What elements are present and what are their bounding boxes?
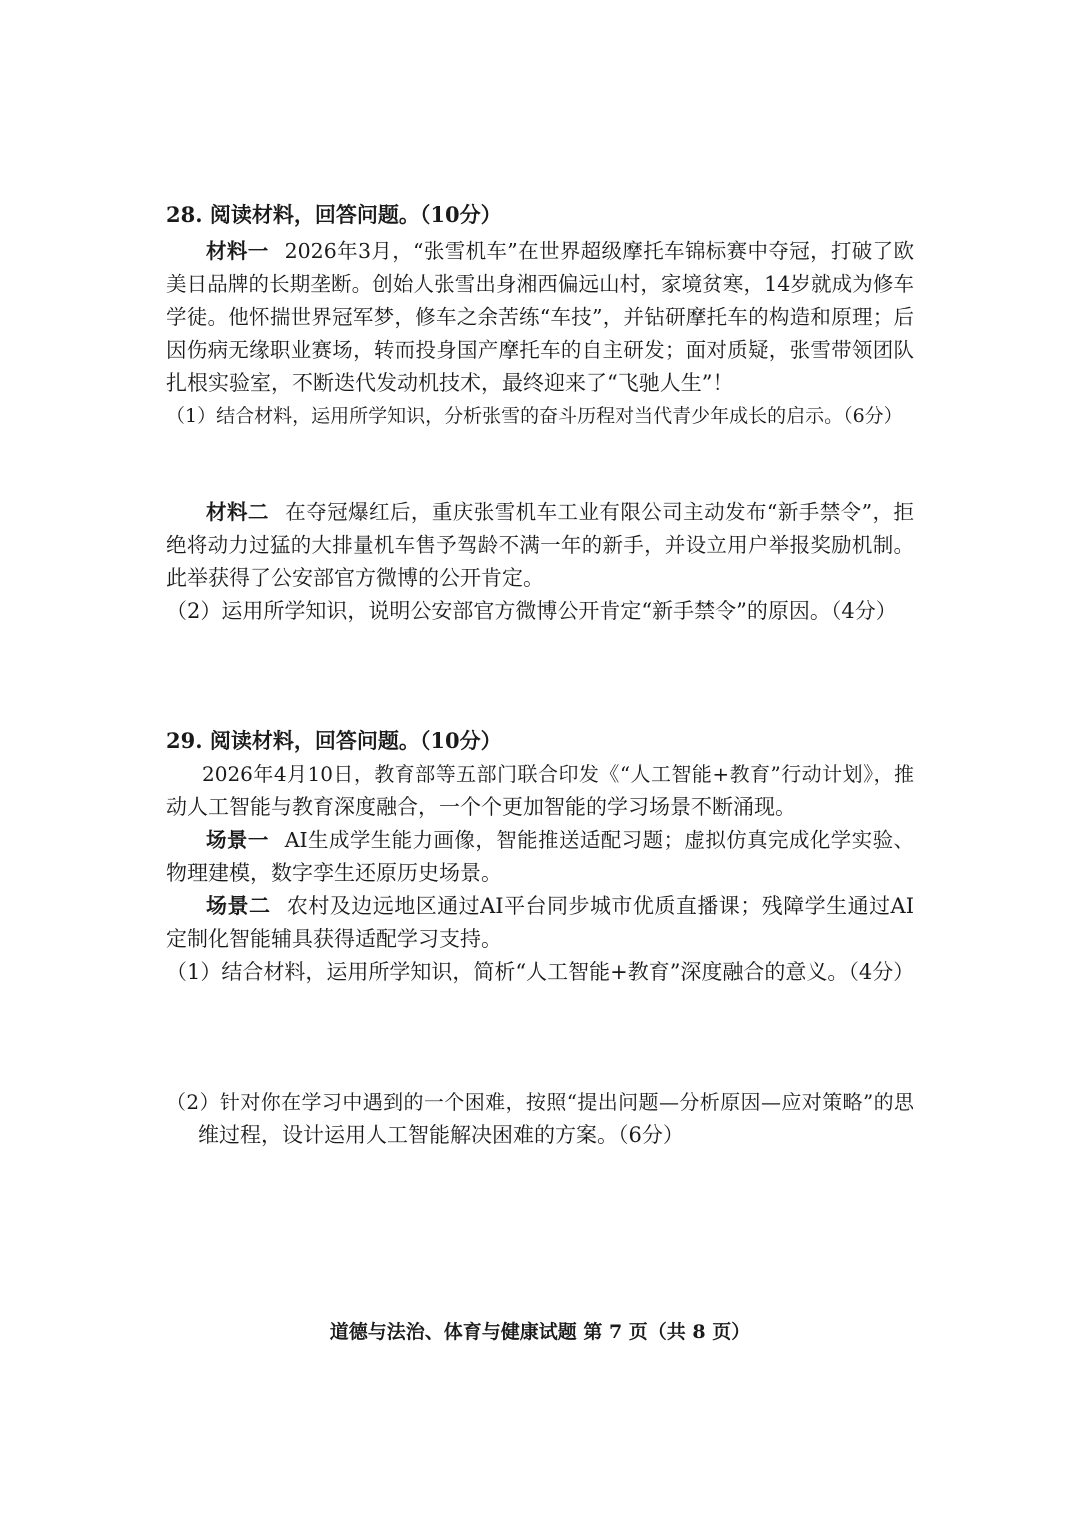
q28-material2-text1: 在夺冠爆红后，重庆张雪机车工业有限公司主动发布“新手禁令”，拒 bbox=[284, 500, 914, 524]
q29-subquestion1: （1）结合材料，运用所学知识，简析“人工智能+教育”深度融合的意义。（4分） bbox=[166, 960, 914, 984]
q28-material1-label: 材料一 bbox=[206, 239, 269, 263]
q28-subquestion2: （2）运用所学知识，说明公安部官方微博公开肯定“新手禁令”的原因。（4分） bbox=[166, 599, 897, 623]
q29-scene2-text1: 农村及边远地区通过AI平台同步城市优质直播课；残障学生通过AI bbox=[286, 894, 914, 918]
q29-scene1-text1: AI生成学生能力画像，智能推送适配习题；虚拟仿真完成化学实验、 bbox=[284, 828, 914, 852]
q28-heading: 28. 阅读材料，回答问题。（10分） bbox=[166, 202, 502, 227]
q28-material2-line2: 绝将动力过猛的大排量机车售予驾龄不满一年的新手，并设立用户举报奖励机制。 bbox=[166, 533, 914, 557]
q28-material1-line4: 因伤病无缘职业赛场，转而投身国产摩托车的自主研发；面对质疑，张雪带领团队 bbox=[166, 338, 914, 362]
q28-subquestion1: （1）结合材料，运用所学知识，分析张雪的奋斗历程对当代青少年成长的启示。（6分） bbox=[166, 405, 903, 427]
q28-material1-line2: 美日品牌的长期垄断。创始人张雪出身湘西偏远山村，家境贫寒，14岁就成为修车 bbox=[166, 272, 914, 296]
q28-material1-line3: 学徒。他怀揣世界冠军梦，修车之余苦练“车技”，并钻研摩托车的构造和原理；后 bbox=[166, 305, 914, 329]
q29-intro-line1: 2026年4月10日，教育部等五部门联合印发《“人工智能+教育”行动计划》，推 bbox=[202, 762, 914, 786]
q29-scene1-line2: 物理建模，数字孪生还原历史场景。 bbox=[166, 861, 502, 885]
page-footer: 道德与法治、体育与健康试题 第 7 页（共 8 页） bbox=[329, 1321, 751, 1343]
q28-material2-label: 材料二 bbox=[206, 500, 269, 524]
q28-material2-line3: 此举获得了公安部官方微博的公开肯定。 bbox=[166, 566, 544, 590]
q28-material1-line5: 扎根实验室，不断迭代发动机技术，最终迎来了“飞驰人生”！ bbox=[166, 371, 734, 395]
q29-scene2-line2: 定制化智能辅具获得适配学习支持。 bbox=[166, 927, 502, 951]
q29-scene1-label: 场景一 bbox=[206, 828, 269, 852]
q29-scene2-label: 场景二 bbox=[206, 893, 271, 918]
q29-heading: 29. 阅读材料，回答问题。（10分） bbox=[166, 728, 502, 753]
q28-material1-text1: 2026年3月，“张雪机车”在世界超级摩托车锦标赛中夺冠，打破了欧 bbox=[284, 239, 914, 263]
q28-material2-line1 bbox=[166, 497, 914, 527]
q29-scene1-line1 bbox=[166, 825, 914, 855]
q29-scene2-line1 bbox=[166, 891, 914, 921]
q29-subquestion2-line1: （2）针对你在学习中遇到的一个困难，按照“提出问题—分析原因—应对策略”的思 bbox=[166, 1090, 914, 1114]
q28-material1-line1 bbox=[166, 236, 914, 266]
q29-intro-line2: 动人工智能与教育深度融合，一个个更加智能的学习场景不断涌现。 bbox=[166, 795, 796, 819]
q29-subquestion2-line2: 维过程，设计运用人工智能解决困难的方案。（6分） bbox=[198, 1123, 684, 1147]
